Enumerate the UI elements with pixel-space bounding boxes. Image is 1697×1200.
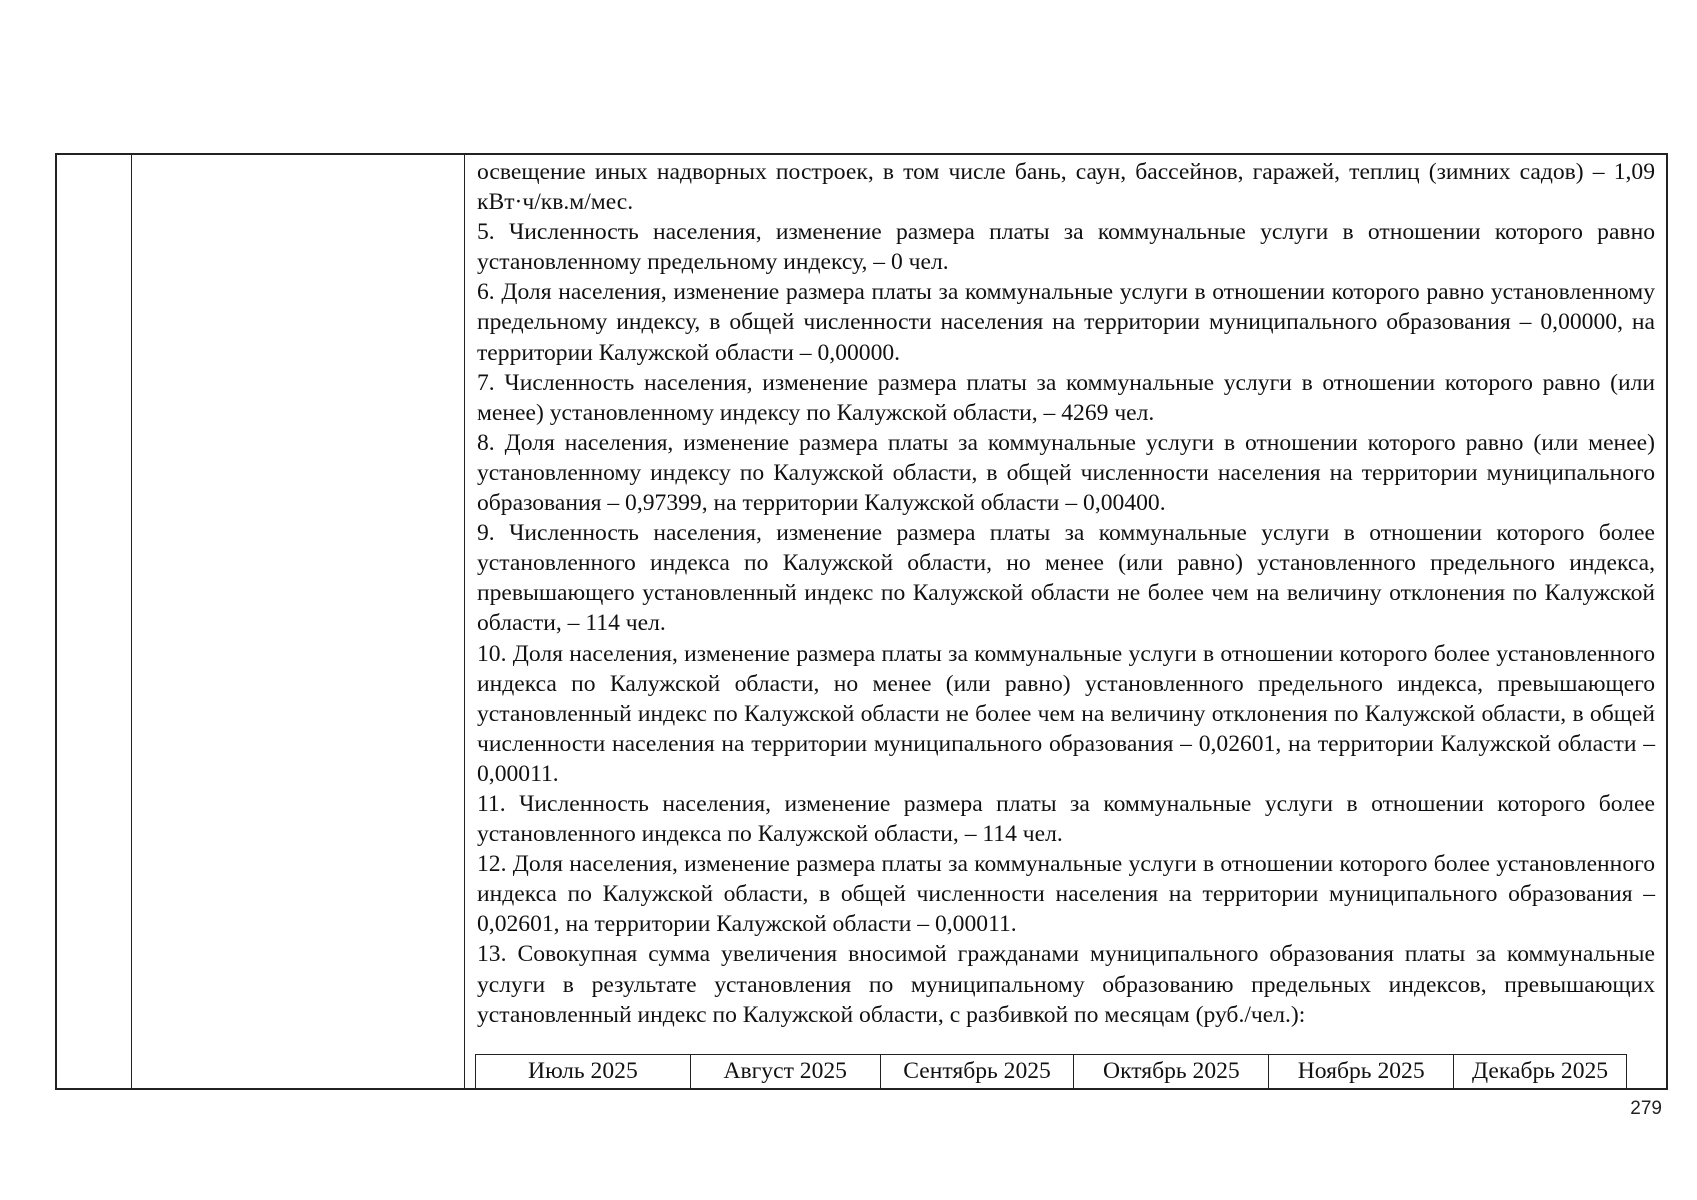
paragraph-item-11: 11. Численность населения, изменение размера платы за коммунальные услуги в отношении которого более установленного индекса по Калужской области, – 114 чел. <box>477 790 1655 848</box>
paragraph-item-10: 10. Доля населения, изменение размера платы за коммунальные услуги в отношении которого более установленного индекса по Калужской области, но менее (или равно) установленного предельного индекса, превышающего установленный индекс по Калужской области не более чем на величину отклонения по Калужской области, в общей численности населения на территории муниципального образования – 0,02601, на территории Калужской области – 0,00011. <box>477 640 1655 787</box>
month-header-cell: Август 2025 <box>691 1055 881 1088</box>
paragraph-item-9: 9. Численность населения, изменение размера платы за коммунальные услуги в отношении которого более установленного индекса по Калужской области, но менее (или равно) установленного предельного индекса, превышающего установленный индекс по Калужской области не более чем на величину отклонения по Калужской области, – 114 чел. <box>477 520 1655 637</box>
months-header-table <box>475 1054 1627 1088</box>
month-header-cell: Октябрь 2025 <box>1074 1055 1269 1088</box>
paragraph-continuation: освещение иных надворных построек, в том числе бань, саун, бассейнов, гаражей, теплиц (зимних садов) – 1,09 кВт·ч/кв.м/мес. <box>477 159 1655 216</box>
document-table <box>55 153 1668 1090</box>
table-column-name <box>132 155 465 1088</box>
month-header-cell: Сентябрь 2025 <box>881 1055 1075 1088</box>
paragraph-item-8: 8. Доля населения, изменение размера платы за коммунальные услуги в отношении которого равно (или менее) установленному индексу по Калужской области, в общей численности населения на территории муниципального образования – 0,97399, на территории Калужской области – 0,00400. <box>477 429 1655 517</box>
paragraph-item-12: 12. Доля населения, изменение размера платы за коммунальные услуги в отношении которого более установленного индекса по Калужской области, в общей численности населения на территории муниципального образования – 0,02601, на территории Калужской области – 0,00011. <box>477 851 1655 938</box>
month-header-cell: Декабрь 2025 <box>1454 1055 1627 1088</box>
paragraph-item-6: 6. Доля населения, изменение размера платы за коммунальные услуги в отношении которого равно установленному предельному индексу, в общей численности населения на территории муниципального образования – 0,00000, на территории Калужской области – 0,00000. <box>477 279 1655 366</box>
page-number: 279 <box>1630 1098 1662 1119</box>
month-header-cell: Ноябрь 2025 <box>1269 1055 1454 1088</box>
month-header-cell: Июль 2025 <box>476 1055 691 1088</box>
paragraph-item-13: 13. Совокупная сумма увеличения вносимой гражданами муниципального образования платы за коммунальные услуги в результате установления по муниципальному образованию предельных индексов, превышающих установленный индекс по Калужской области, с разбивкой по месяцам (руб./чел.): <box>477 941 1655 1028</box>
table-column-number <box>57 155 132 1088</box>
paragraph-item-7: 7. Численность населения, изменение размера платы за коммунальные услуги в отношении которого равно (или менее) установленному индексу по Калужской области, – 4269 чел. <box>477 369 1655 426</box>
paragraph-item-5: 5. Численность населения, изменение размера платы за коммунальные услуги в отношении которого равно установленному предельному индексу, – 0 чел. <box>477 219 1655 276</box>
table-column-content <box>465 155 1666 1088</box>
